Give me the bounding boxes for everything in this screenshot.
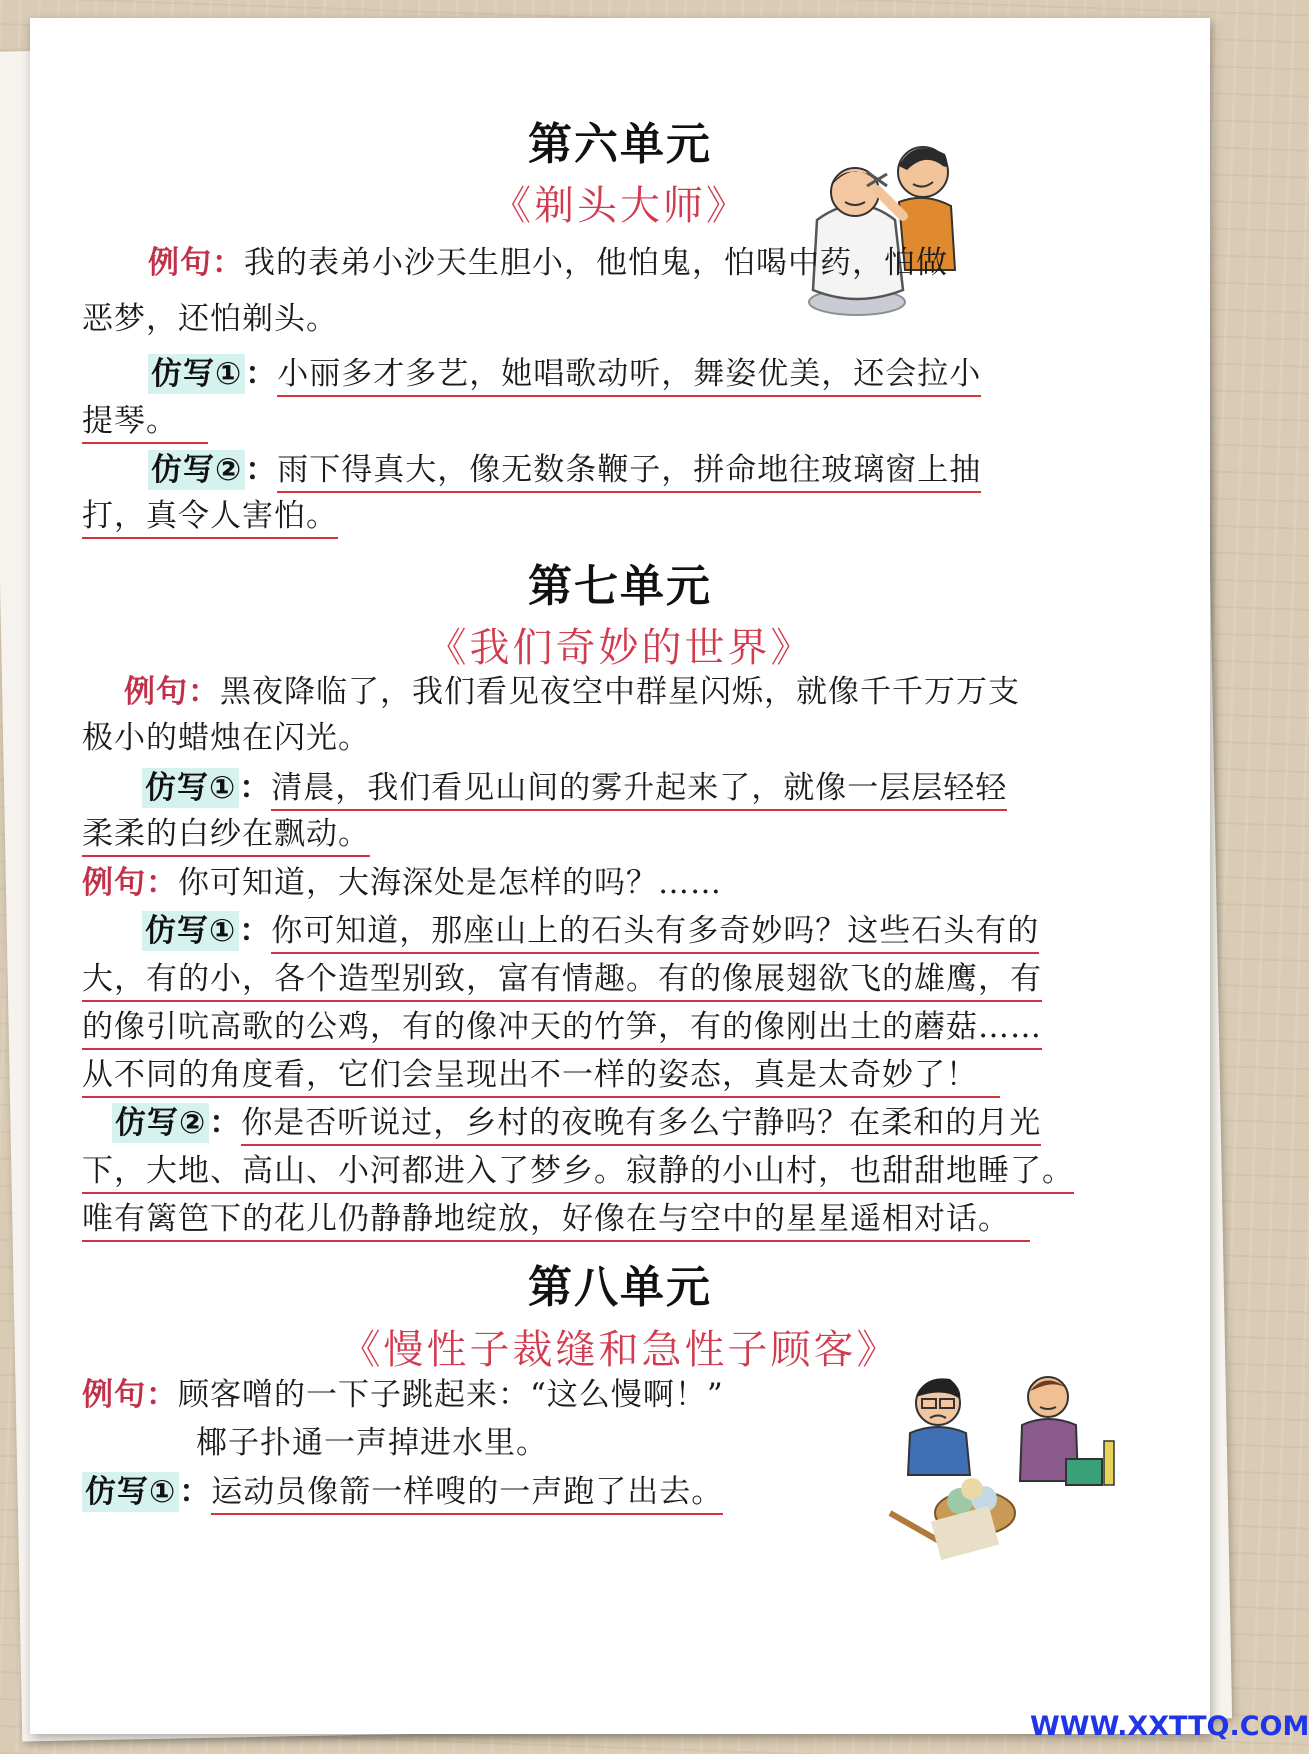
- unit7-fangxie1b-text3: 的像引吭高歌的公鸡，有的像冲天的竹笋，有的像刚出土的蘑菇……: [82, 1009, 1042, 1050]
- unit7-fangxie2-text: 你是否听说过，乡村的夜晚有多么宁静吗？在柔和的月光: [241, 1105, 1041, 1146]
- unit6-fangxie2-line1: [148, 450, 981, 490]
- unit6-fangxie1-text: 小丽多才多艺，她唱歌动听，舞姿优美，还会拉小: [277, 356, 981, 397]
- unit6-example-line2: 恶梦，还怕剃头。: [82, 301, 338, 337]
- unit7-fangxie1b-line1: [142, 911, 1039, 951]
- unit7-fangxie2-text2: 下，大地、高山、小河都进入了梦乡。寂静的小山村，也甜甜地睡了。: [82, 1153, 1074, 1194]
- unit7-fangxie2-text3: 唯有篱笆下的花儿仍静静地绽放，好像在与空中的星星遥相对话。: [82, 1201, 1030, 1242]
- fangxie2-label: 仿写②: [148, 450, 245, 490]
- example-label: 例句：: [82, 1377, 178, 1413]
- unit7-fangxie1a-text2: 柔柔的白纱在飘动。: [82, 816, 370, 857]
- unit7-fangxie1b-text: 你可知道，那座山上的石头有多奇妙吗？这些石头有的: [271, 913, 1039, 954]
- colon: ：: [179, 1474, 212, 1510]
- unit7-fangxie1b-line3: [82, 1007, 1042, 1047]
- unit7-fangxie1a-text: 清晨，我们看见山间的雾升起来了，就像一层层轻轻: [271, 770, 1007, 811]
- unit7-fangxie1b-line4: [82, 1055, 1000, 1095]
- example-label: 例句：: [148, 245, 244, 281]
- document-page: [30, 18, 1210, 1734]
- unit7-fangxie1b-text4: 从不同的角度看，它们会呈现出不一样的姿态，真是太奇妙了！: [82, 1057, 1000, 1098]
- fangxie1-label: 仿写①: [82, 1472, 179, 1512]
- example-label: 例句：: [124, 674, 220, 710]
- unit7-example2: [82, 863, 722, 903]
- tailor-customer-illustration: [880, 1363, 1160, 1553]
- unit8-lesson-title: 《慢性子裁缝和急性子顾客》: [340, 1327, 900, 1373]
- unit8-example-text: 顾客噌的一下子跳起来：“这么慢啊！”: [178, 1377, 724, 1413]
- unit7-fangxie2-line1: [112, 1103, 1041, 1143]
- unit6-fangxie1-line2: [82, 401, 208, 441]
- fangxie1-label: 仿写①: [142, 911, 239, 951]
- colon: ：: [239, 770, 272, 806]
- unit6-fangxie1-text2: 提琴。: [82, 403, 208, 444]
- unit7-example2-text: 你可知道，大海深处是怎样的吗？……: [178, 865, 722, 901]
- unit8-example-line2: 椰子扑通一声掉进水里。: [196, 1425, 548, 1461]
- unit6-example-line1: [148, 243, 948, 283]
- unit7-fangxie1b-line2: [82, 959, 1042, 999]
- fangxie1-label: 仿写①: [148, 354, 245, 394]
- unit7-heading: 第七单元: [528, 561, 712, 612]
- unit7-example1-line2: 极小的蜡烛在闪光。: [82, 720, 370, 756]
- unit7-fangxie1a-line2: [82, 814, 370, 854]
- colon: ：: [245, 356, 278, 392]
- unit6-fangxie2-text: 雨下得真大，像无数条鞭子，拼命地往玻璃窗上抽: [277, 452, 981, 493]
- colon: ：: [239, 913, 272, 949]
- unit6-fangxie2-line2: [82, 496, 338, 536]
- website-watermark: WWW.XXTTQ.COM: [1030, 1711, 1309, 1742]
- unit8-fangxie1-text: 运动员像箭一样嗖的一声跑了出去。: [211, 1474, 723, 1515]
- unit6-fangxie2-text2: 打，真令人害怕。: [82, 498, 338, 539]
- barber-illustration: [795, 130, 975, 330]
- unit6-heading: 第六单元: [528, 119, 712, 170]
- unit7-lesson-title: 《我们奇妙的世界》: [426, 625, 814, 671]
- unit7-example1-line1: [124, 672, 1020, 712]
- unit6-lesson-title: 《剃头大师》: [491, 183, 749, 229]
- unit8-fangxie1-line1: [82, 1472, 723, 1512]
- unit8-example-line1: [82, 1375, 724, 1415]
- colon: ：: [245, 452, 278, 488]
- unit7-fangxie2-line3: [82, 1199, 1030, 1239]
- unit8-heading: 第八单元: [528, 1262, 712, 1313]
- colon: ：: [209, 1105, 242, 1141]
- unit7-example1-text: 黑夜降临了，我们看见夜空中群星闪烁，就像千千万万支: [220, 674, 1020, 710]
- unit7-fangxie1a-line1: [142, 768, 1007, 808]
- fangxie2-label: 仿写②: [112, 1103, 209, 1143]
- unit7-fangxie2-line2: [82, 1151, 1074, 1191]
- unit6-fangxie1-line1: [148, 354, 981, 394]
- fangxie1-label: 仿写①: [142, 768, 239, 808]
- unit6-example-text: 我的表弟小沙天生胆小，他怕鬼，怕喝中药，怕做: [244, 245, 948, 281]
- example-label: 例句：: [82, 865, 178, 901]
- unit7-fangxie1b-text2: 大，有的小，各个造型别致，富有情趣。有的像展翅欲飞的雄鹰，有: [82, 961, 1042, 1002]
